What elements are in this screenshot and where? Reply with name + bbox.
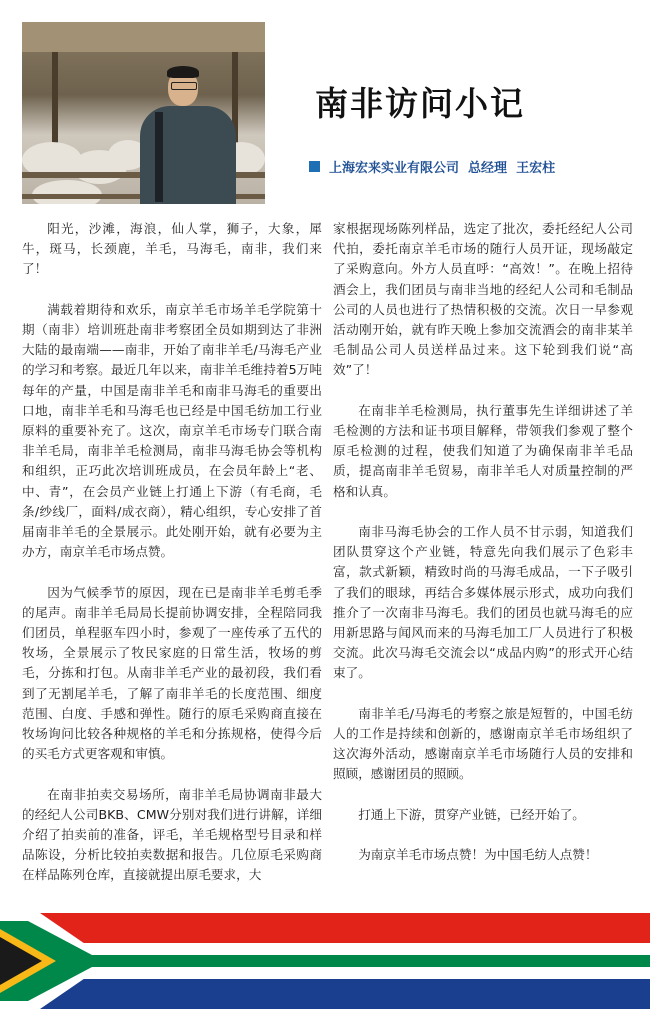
paragraph: 家根据现场陈列样品，选定了批次，委托经纪人公司代拍，委托南京羊毛市场的随行人员开证，现场敲定了采购意向。外方人员直呼：“高效！”。在晚上招待酒会上，我们团员与南非当地的经纪人公司和毛制品公司的人员也进行了热情积极的交流。次日一早参观活动刚开始，就有昨天晚上参加交流酒会的南非某羊毛制品公司人员送样品过来。这下轮到我们说“高效”了！: [333, 221, 633, 378]
byline-text: 上海宏来实业有限公司 总经理 王宏柱: [329, 160, 556, 176]
barn-roof: [22, 22, 265, 52]
paragraph: 满载着期待和欢乐，南京羊毛市场羊毛学院第十期（南非）培训班赴南非考察团全员如期到达了非洲大陆的最南端——南非，开始了南非羊毛/马海毛产业的学习和考察。最近几年以来，南非羊毛维持着5万吨每年的产量，中国是南非羊毛和南非马海毛的重要出口地，南非羊毛和马海毛也已经是中国毛纺加工行业原料的重要补充了。这次，南京羊毛市场专门联合南非羊毛局，南非羊毛检测局，南非马海毛协会等机构和组织，正巧此次培训班成员，在会员年龄上“老、中、青”，在会员产业链上打通上下游（有毛商，毛条/纱线厂，面料/成衣商），精心组织，专心安排了首届南非羊毛的全景展示。此处刚开始，就有必要为主办方，南京羊毛市场点赞。: [22, 301, 322, 560]
paragraph: 在南非拍卖交易场所，南非羊毛局协调南非最大的经纪人公司BKB、CMW分别对我们进行讲解，详细介绍了拍卖前的准备，评毛，羊毛规格型号目录和样品陈设，分析比较拍卖数据和报告。几位原毛采购商在样品陈列仓库，直接就提出原毛要求，大: [22, 786, 322, 883]
south-africa-flag-banner: [0, 913, 650, 1009]
article-column-right: [333, 219, 633, 886]
byline: [309, 158, 555, 174]
person-hair: [167, 66, 199, 78]
paragraph: 打通上下游，贯穿产业链，已经开始了。: [358, 806, 585, 822]
bag-strap: [155, 112, 163, 202]
article-column-left: [22, 219, 322, 886]
paragraph: 为南京羊毛市场点赞！为中国毛纺人点赞！: [358, 847, 598, 863]
paragraph: 南非羊毛/马海毛的考察之旅是短暂的，中国毛纺人的工作是持续和创新的，感谢南京羊毛市场组织了这次海外活动，感谢南京羊毛市场随行人员的安排和照顾，感谢团员的照顾。: [333, 705, 633, 782]
paragraph: 在南非羊毛检测局，执行董事先生详细讲述了羊毛检测的方法和证书项目解释，带领我们参观了整个原毛检测的过程，使我们知道了为确保南非羊毛品质，提高南非羊毛贸易，南非羊毛人对质量控制的严格和认真。: [333, 402, 633, 499]
article-title: 南非访问小记: [315, 84, 525, 123]
paragraph: 因为气候季节的原因，现在已是南非羊毛剪毛季的尾声。南非羊毛局局长提前协调安排，全程陪同我们团员，单程驱车四小时，参观了一座传承了五代的牧场，全景展示了牧民家庭的日常生活，牧场的剪毛，分拣和打包。从南非羊毛产业的最初段，我们看到了无割尾羊毛，了解了南非羊毛的长度范围、细度范围、白度、手感和弹性。随行的原毛采购商直接在牧场询问比较各种规格的羊毛和分拣规格，使得今后的买毛方式更客观和审慎。: [22, 584, 322, 762]
paragraph: 南非马海毛协会的工作人员不甘示弱，知道我们团队贯穿这个产业链，特意先向我们展示了色彩丰富，款式新颖，精致时尚的马海毛成品，一下子吸引了我们的眼球，再结合多媒体展示形式，成功向我们推介了一次南非马海毛。我们的团员也就马海毛的应用新思路与闻风而来的马海毛加工厂人员进行了积极交流。此次马海毛交流会以“成品内购”的形式开心结束了。: [333, 524, 633, 681]
byline-square-icon: [309, 161, 320, 172]
author-photo: [22, 22, 265, 204]
flag-blue-band: [0, 975, 650, 1009]
glasses: [171, 82, 197, 90]
flag-red-band: [0, 913, 650, 947]
paragraph: 阳光，沙滩，海浪，仙人掌，狮子，大象，犀牛，斑马，长颈鹿，羊毛，马海毛，南非，我们来了！: [22, 221, 322, 277]
sheep: [32, 180, 102, 204]
